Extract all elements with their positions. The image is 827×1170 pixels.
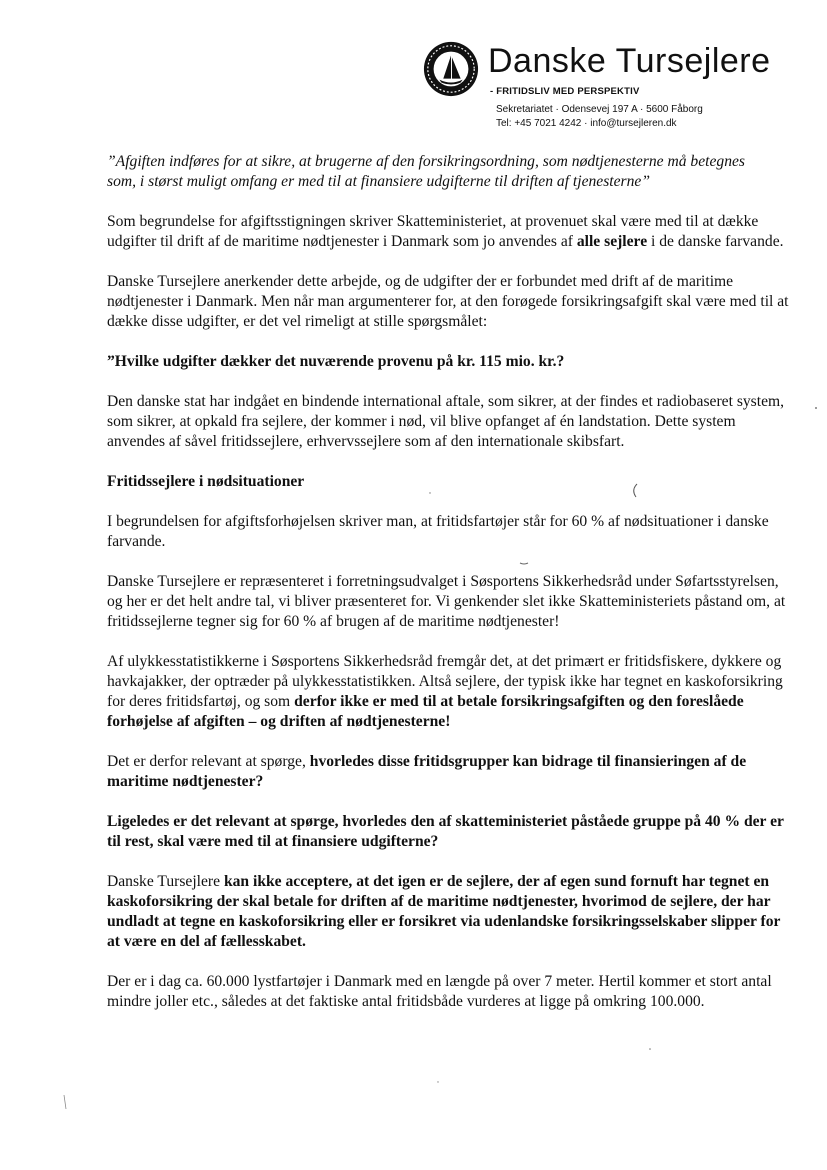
seal-logo-icon: [422, 40, 480, 98]
opening-quote: ”Afgiften indføres for at sikre, at brugerne af den forsikringsordning, som nødtjenesterne må betegnes som, i størst muligt omfang er med til at finansiere udgifterne til driften af tjenesterne”: [107, 153, 745, 190]
paragraph-justification: Som begrundelse for afgiftsstigningen skriver Skatteministeriet, at provenuet skal være med til at dække udgifter til drift af de maritime nødtjenester i Danmark som jo anvendes af alle sejlere i de danske farvande.: [107, 213, 784, 250]
emphasis-not-accept: kan ikke acceptere, at det igen er de sejlere, der af egen sund fornuft har tegnet en kaskoforsikring der skal betale for driften af de maritime nødtjenester, hvorimod de sejlere, der har undladt at tegne en kaskoforsikring eller er forsikret via udenlandske forsikringsselskaber slipper for at være en del af fællesskabet.: [107, 873, 781, 950]
paragraph-acknowledgement: Danske Tursejlere anerkender dette arbejde, og de udgifter der er forbundet med drift af de maritime nødtjenester i Danmark. Men når man argumenterer for, at den forøgede forsikringsafgift skal være med til at dække disse udgifter, er det vel rimeligt at stille spørgsmålet:: [107, 273, 789, 330]
paragraph-radio-system: Den danske stat har indgået en bindende international aftale, som sikrer, at der findes et radiobaseret system, som sikrer, at opkald fra sejlere, der kommer i nød, vil blive opfanget af én landstation. Dette system anvendes af såvel fritidssejlere, erhvervssejlere som af den internationale skibsfart.: [107, 393, 785, 450]
org-name: Danske Tursejlere: [488, 42, 771, 80]
letterhead: [418, 36, 818, 136]
org-tagline: - FRITIDSLIV MED PERSPEKTIV: [490, 86, 640, 97]
org-address: Sekretariatet · Odensevej 197 A · 5600 Fåborg: [496, 104, 703, 115]
paragraph-not-accept: Danske Tursejlere kan ikke acceptere, at det igen er de sejlere, der af egen sund fornuft har tegnet en kaskoforsikring der skal betale for driften af de maritime nødtjenester, hvorimod de sejlere, der har undladt at tegne en kaskoforsikring eller er forsikret via udenlandske forsikringsselskaber slipper for at være en del af fællesskabet.: [107, 873, 781, 950]
section-heading: Fritidssejlere i nødsituationer: [107, 473, 305, 490]
org-contact: Tel: +45 7021 4242 · info@tursejleren.dk: [496, 118, 677, 129]
emphasis-funding-question: hvorledes disse fritidsgrupper kan bidrage til finansieringen af de maritime nødtjenester?: [107, 753, 747, 790]
emphasis-all-sailors: alle sejlere: [576, 233, 648, 250]
paragraph-accident-statistics: Af ulykkesstatistikkerne i Søsportens Sikkerhedsråd fremgår det, at det primært er fritidsfiskere, dykkere og havkajakker, der optræder på ulykkesstatistikken. Altså sejlere, der typisk ikke har tegnet en kaskoforsikring for deres fritidsfartøj, og som derfor ikke er med til at betale forsikringsafgiften og den foreslåede forhøjelse af afgiften – og driften af nødtjenesterne!: [107, 653, 783, 730]
paragraph-60-percent: I begrundelsen for afgiftsforhøjelsen skriver man, at fritidsfartøjer står for 60 % af nødsituationer i danske farvande.: [107, 513, 769, 550]
paragraph-vessel-count: Der er i dag ca. 60.000 lystfartøjer i Danmark med en længde på over 7 meter. Hertil kommer et stort antal mindre joller etc., således at det faktiske antal fritidsbåde vurderes at ligge på omkring 100.000.: [107, 973, 772, 1010]
letter-body: [107, 152, 795, 1012]
question-revenue: ”Hvilke udgifter dækker det nuværende provenu på kr. 115 mio. kr.?: [107, 353, 565, 370]
paragraph-safety-council: Danske Tursejlere er repræsenteret i forretningsudvalget i Søsportens Sikkerhedsråd under Søfartsstyrelsen, og her er det helt andre tal, vi bliver præsenteret for. Vi genkender slet ikke Skatteministeriets påstand om, at fritidssejlerne tegner sig for 60 % af brugen af de maritime nødtjenester!: [107, 573, 786, 630]
paragraph-remaining-40: Ligeledes er det relevant at spørge, hvorledes den af skatteministeriet påståede gruppe på 40 % der er til rest, skal være med til at finansiere udgifterne?: [107, 813, 784, 850]
paragraph-relevant-question: Det er derfor relevant at spørge, hvorledes disse fritidsgrupper kan bidrage til finansieringen af de maritime nødtjenester?: [107, 753, 747, 790]
emphasis-not-paying: derfor ikke er med til at betale forsikringsafgiften og den foreslåede forhøjelse af afgiften – og driften af nødtjenesterne!: [107, 693, 744, 730]
